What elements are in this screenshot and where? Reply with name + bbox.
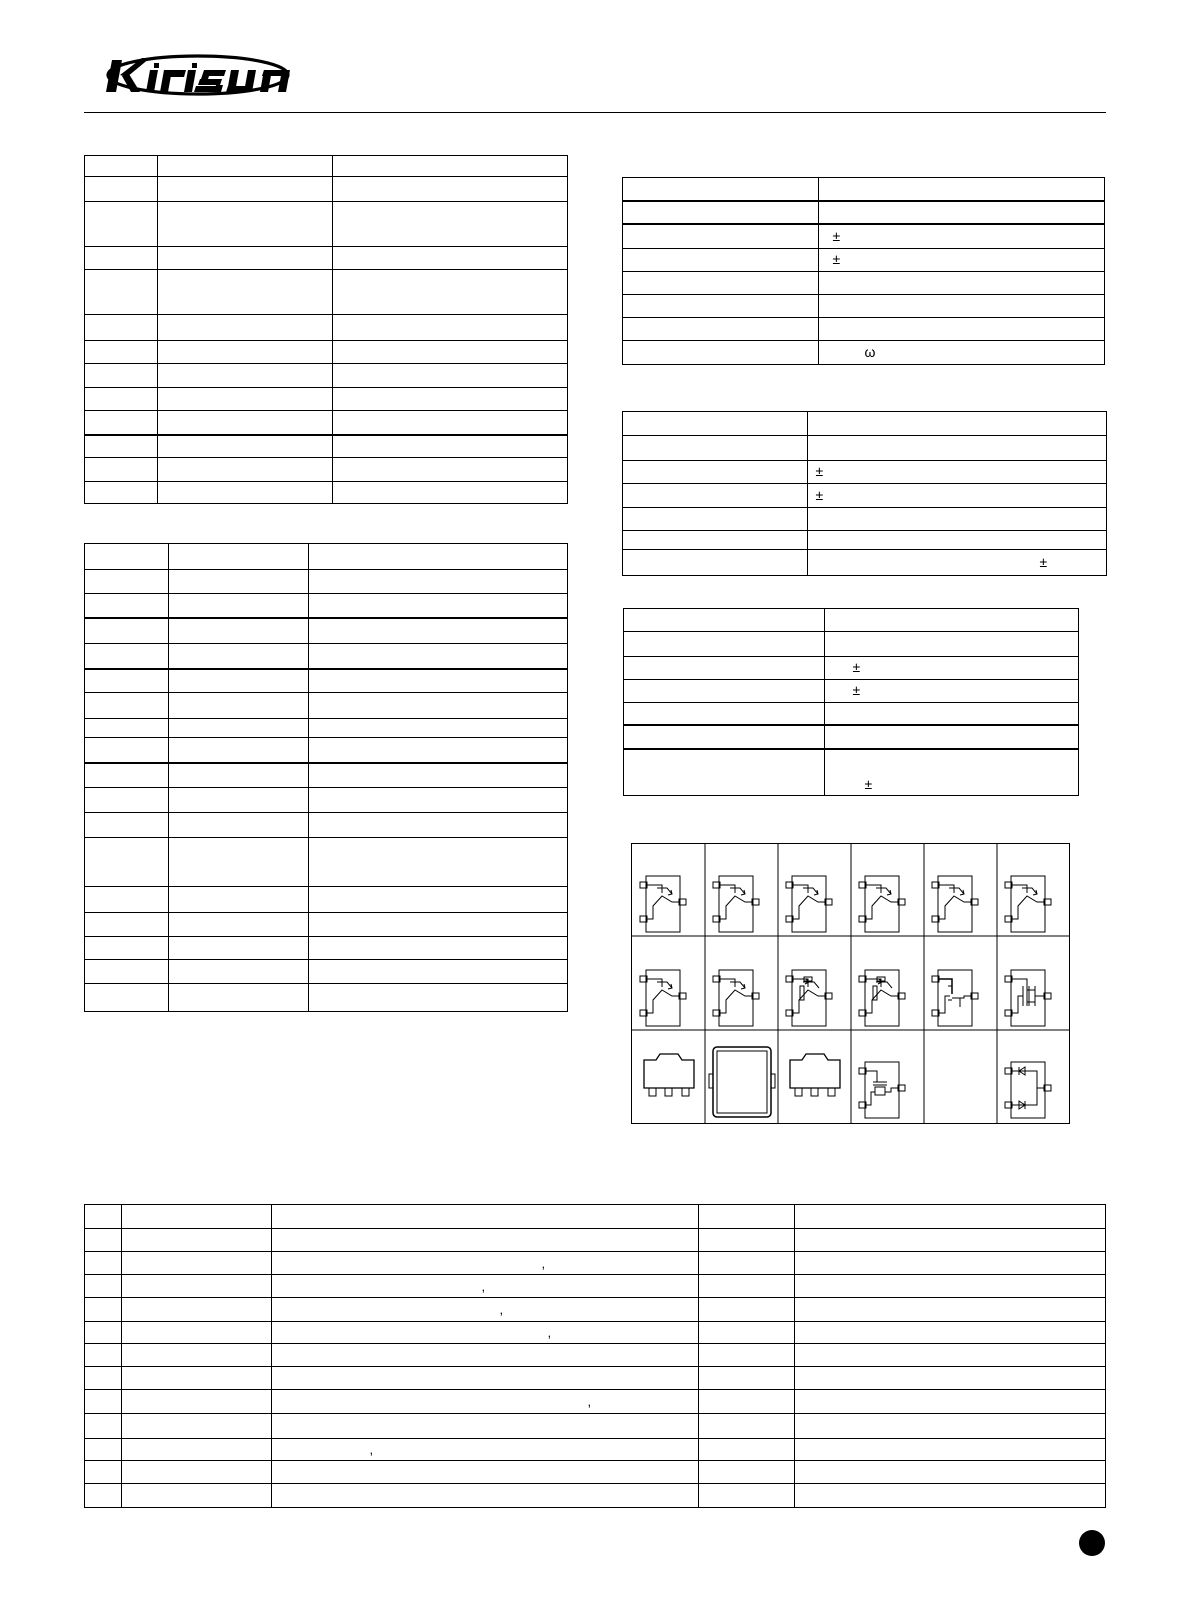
table-cell [85,644,168,669]
table-cell [807,483,1106,507]
table-cell [271,1251,698,1274]
table-cell [794,1343,1105,1366]
table-cell [168,693,308,718]
table-cell [271,1414,698,1438]
table-cell [85,983,168,1011]
table-cell [623,412,807,435]
table-cell [168,544,308,569]
table-cell [157,435,332,458]
table-cell [168,763,308,787]
table-cell [85,1321,121,1343]
table-cell [121,1390,271,1414]
table-cell [332,201,567,246]
table-cell [623,224,818,248]
table-cell [85,887,168,912]
table-cell [623,294,818,317]
table-cell [85,1367,121,1390]
table-cell [168,887,308,912]
table-cell [308,812,567,837]
table-cell [698,1251,794,1274]
table-cell [308,838,567,887]
table-cell [85,1414,121,1438]
table-cell [624,631,824,656]
table-cell [157,315,332,340]
table-cell [168,912,308,936]
table-cell [271,1367,698,1390]
comma-mark: , [481,1278,486,1294]
table-cell [332,270,567,315]
table-cell [332,247,567,270]
table-cell [623,460,807,483]
table-cell [698,1484,794,1507]
table-cell [85,937,168,960]
table-cell [85,1298,121,1321]
table-cell [85,435,157,458]
table-cell [85,693,168,718]
table-cell [824,631,1078,656]
comma-mark: , [499,1301,504,1317]
table-cell [85,458,157,482]
table-cell [308,718,567,737]
table-cell [698,1367,794,1390]
omega-symbol: ω [864,343,876,360]
table-cell [818,201,1104,224]
table-cell [85,1484,121,1507]
table-cell [824,609,1078,631]
table-cell [157,410,332,434]
table-cell [121,1321,271,1343]
table-cell [698,1390,794,1414]
table-cell [85,1460,121,1483]
table-cell [121,1367,271,1390]
table-cell [308,787,567,812]
table-cell [271,1390,698,1414]
table-cell [121,1460,271,1483]
table-cell [698,1298,794,1321]
table-cell [308,737,567,762]
table-cell [271,1438,698,1460]
table-cell [807,531,1106,550]
table-cell [168,737,308,762]
table-cell [271,1484,698,1507]
table-cell [85,201,157,246]
table-cell [332,458,567,482]
table-cell [623,435,807,460]
table-cell [308,693,567,718]
table-cell [807,412,1106,435]
bottom-table [84,1204,1106,1508]
table-cell [271,1343,698,1366]
plus-minus-symbol: ± [832,227,841,244]
comma-mark: , [541,1255,546,1271]
table-cell [271,1321,698,1343]
table-cell [85,340,157,363]
table-cell [168,618,308,643]
table-cell [168,594,308,618]
table-cell [623,531,807,550]
table-cell [623,248,818,271]
table-cell [85,544,168,569]
table-cell [624,702,824,725]
table-cell [794,1275,1105,1298]
table-cell [271,1205,698,1228]
table-cell [807,508,1106,531]
table-cell [85,594,168,618]
table-cell [85,363,157,387]
table-cell [85,1390,121,1414]
table-cell [698,1343,794,1366]
table-cell [332,410,567,434]
table-cell [168,718,308,737]
table-cell [85,1438,121,1460]
table-cell [807,460,1106,483]
table-cell [168,838,308,887]
table-cell [168,569,308,593]
comma-mark: , [547,1324,552,1340]
table-cell [794,1438,1105,1460]
table-cell [698,1438,794,1460]
table-cell [168,960,308,983]
table-cell [168,787,308,812]
table-cell [271,1228,698,1251]
table-cell [698,1275,794,1298]
table-cell [332,156,567,176]
table-cell [308,569,567,593]
plus-minus-symbol: ± [815,463,824,480]
table-cell [308,618,567,643]
table-cell [824,656,1078,679]
table-cell [698,1321,794,1343]
table-cell [794,1205,1105,1228]
table-cell [157,176,332,201]
table-cell [308,983,567,1011]
table-cell [807,550,1106,575]
plus-minus-symbol: ± [864,776,873,792]
table-cell [623,201,818,224]
table-cell [85,1228,121,1251]
table-cell [157,458,332,482]
table-cell [157,363,332,387]
left-table-2 [84,543,568,1012]
table-cell [818,248,1104,271]
table-cell [85,912,168,936]
plus-minus-symbol: ± [1039,554,1048,571]
table-cell [818,317,1104,340]
table-cell [623,340,818,364]
table-cell [794,1228,1105,1251]
comma-mark: , [369,1441,374,1457]
table-cell [121,1251,271,1274]
table-cell [623,508,807,531]
table-cell [794,1367,1105,1390]
table-cell [121,1205,271,1228]
right-table-3 [623,608,1079,796]
table-cell [794,1414,1105,1438]
table-cell [168,669,308,692]
header-rule [84,112,1106,113]
table-cell [308,594,567,618]
table-cell [332,340,567,363]
table-cell [271,1460,698,1483]
table-cell [85,838,168,887]
table-cell [85,1251,121,1274]
table-cell [623,178,818,201]
table-cell [794,1484,1105,1507]
table-cell [698,1205,794,1228]
table-cell [85,569,168,593]
table-cell [157,201,332,246]
table-cell [271,1275,698,1298]
table-cell [824,725,1078,749]
table-cell [818,178,1104,201]
left-table-1 [84,155,568,504]
table-cell [157,482,332,503]
table-cell [85,763,168,787]
table-cell [308,937,567,960]
plus-minus-symbol: ± [852,659,861,675]
table-cell [85,270,157,315]
table-cell [308,912,567,936]
table-cell [121,1438,271,1460]
table-cell [157,387,332,410]
table-cell [624,725,824,749]
plus-minus-symbol: ± [815,486,824,503]
table-cell [121,1484,271,1507]
table-cell [794,1251,1105,1274]
table-cell [168,812,308,837]
table-cell [85,387,157,410]
plus-minus-symbol: ± [852,682,861,698]
table-cell [332,482,567,503]
table-cell [332,176,567,201]
table-cell [698,1414,794,1438]
table-cell [121,1228,271,1251]
table-cell [623,317,818,340]
table-cell [85,1343,121,1366]
table-cell [85,482,157,503]
package-grid [631,843,1070,1124]
table-cell [85,812,168,837]
table-cell [168,644,308,669]
table-cell [308,669,567,692]
table-cell [824,679,1078,702]
table-cell [624,749,824,795]
table-cell [308,887,567,912]
table-cell [85,156,157,176]
table-cell [818,294,1104,317]
table-cell [85,1205,121,1228]
table-cell [308,544,567,569]
table-cell [332,315,567,340]
table-cell [332,387,567,410]
table-cell [624,679,824,702]
table-cell [157,340,332,363]
table-cell [85,315,157,340]
table-cell [85,1275,121,1298]
table-cell [818,224,1104,248]
table-cell [332,435,567,458]
table-cell [698,1460,794,1483]
table-cell [85,410,157,434]
table-cell [157,156,332,176]
table-cell [85,176,157,201]
table-cell [85,618,168,643]
table-cell [623,550,807,575]
table-cell [824,702,1078,725]
table-cell [85,787,168,812]
table-cell [818,340,1104,364]
table-cell [623,483,807,507]
page-number-badge [1079,1530,1105,1556]
table-cell [308,960,567,983]
kirisun-logo [98,44,298,102]
table-cell [332,363,567,387]
table-cell [794,1390,1105,1414]
table-cell [698,1228,794,1251]
table-cell [807,435,1106,460]
table-cell [624,656,824,679]
table-cell [824,749,1078,795]
table-cell [157,247,332,270]
table-cell [818,271,1104,294]
table-cell [624,609,824,631]
table-cell [794,1321,1105,1343]
right-table-1 [622,177,1105,365]
table-cell [121,1298,271,1321]
plus-minus-symbol: ± [832,251,841,267]
table-cell [308,763,567,787]
table-cell [794,1460,1105,1483]
table-cell [85,669,168,692]
table-cell [85,718,168,737]
table-cell [85,960,168,983]
right-table-2 [622,411,1107,576]
table-cell [623,271,818,294]
table-cell [168,983,308,1011]
table-cell [168,937,308,960]
table-cell [794,1298,1105,1321]
table-cell [85,737,168,762]
table-cell [157,270,332,315]
table-cell [85,247,157,270]
table-cell [271,1298,698,1321]
table-cell [121,1343,271,1366]
table-cell [121,1275,271,1298]
table-cell [121,1414,271,1438]
table-cell [308,644,567,669]
comma-mark: , [587,1394,592,1410]
